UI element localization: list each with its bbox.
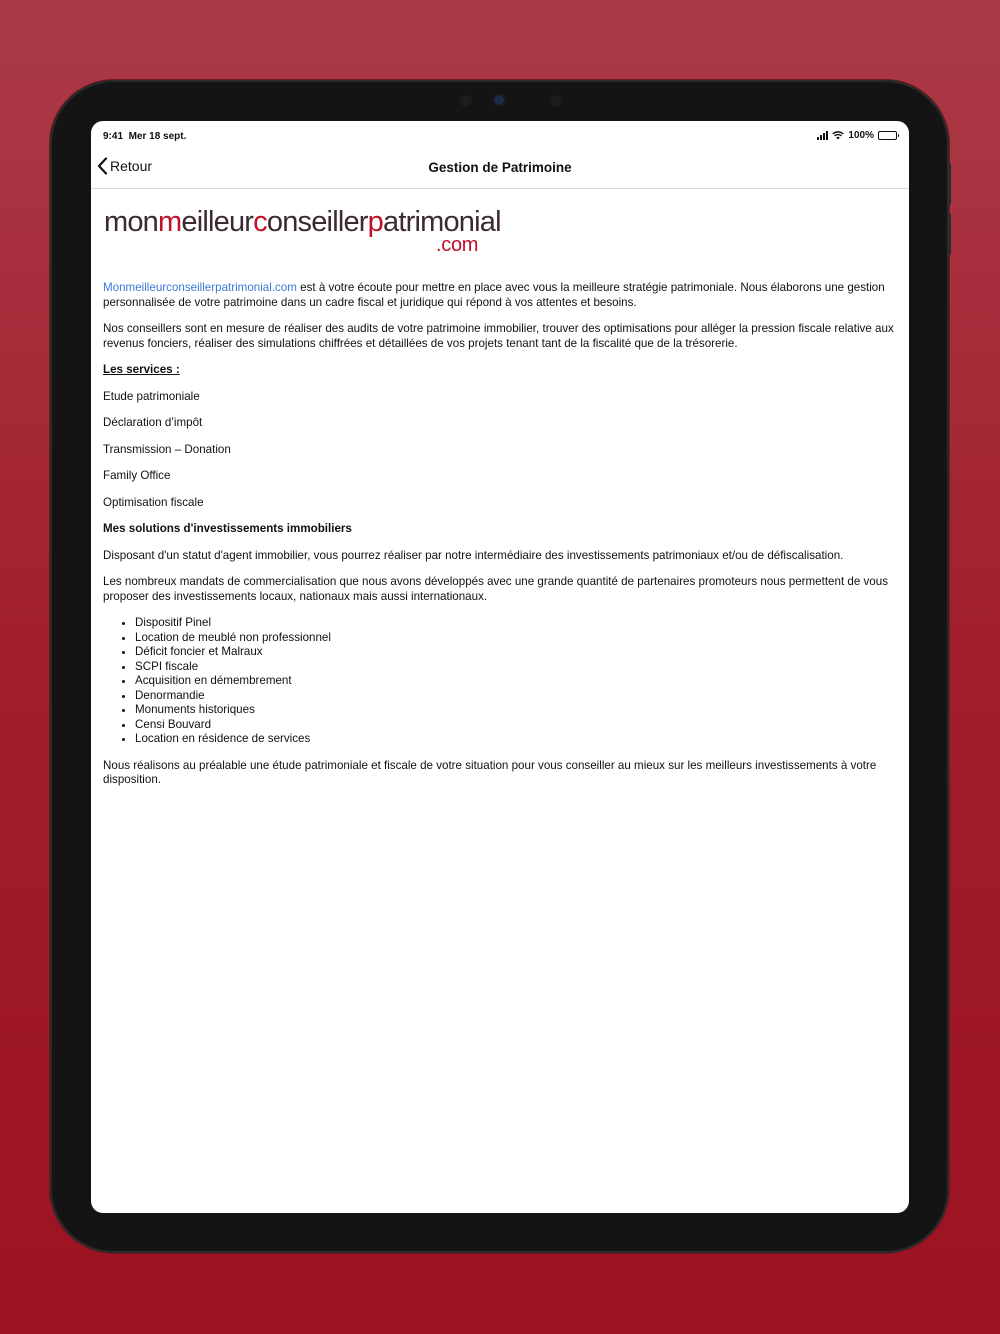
investments-heading: Mes solutions d'investissements immobiliers (103, 522, 352, 535)
wifi-icon (832, 131, 844, 140)
camera-bar (430, 92, 570, 110)
logo-segment: onseiller (266, 206, 368, 238)
audit-paragraph: Nos conseillers sont en mesure de réaliser des audits de votre patrimoine immobilier, trouver des optimisations pour alléger la pression fiscale relative aux revenus fonciers, réaliser des simulations chiffrées et détaillées de vos projets tenant tant de la fiscalité que de la trésorerie. (103, 322, 894, 350)
logo-segment: eilleur (181, 206, 254, 238)
brand-logo (103, 206, 898, 261)
services-heading: Les services : (103, 363, 180, 376)
website-link[interactable]: Monmeilleurconseillerpatrimonial.com (103, 281, 297, 294)
battery-percent: 100% (848, 130, 874, 141)
logo-segment: c (253, 206, 267, 238)
logo-suffix: .com (436, 234, 479, 256)
content-area (103, 206, 898, 800)
navigation-bar (91, 149, 909, 189)
logo-segment: mon (104, 206, 159, 238)
service-item: Déclaration d’impôt (103, 416, 203, 429)
volume-up-button (947, 163, 951, 205)
status-indicators (817, 130, 897, 141)
list-item: • Monuments historiques (135, 703, 898, 718)
signal-icon (817, 131, 828, 140)
list-item: • Déficit foncier et Malraux (135, 645, 898, 660)
logo-wordmark (104, 206, 501, 238)
list-item: • Dispositif Pinel (135, 616, 898, 631)
status-time: 9:41 Mer 18 sept. (103, 131, 187, 142)
back-label: Retour (110, 158, 153, 174)
logo-segment: p (367, 206, 384, 238)
service-item: Family Office (103, 469, 171, 482)
service-item: Transmission – Donation (103, 442, 231, 456)
list-item: • Denormandie (135, 689, 898, 704)
sensor-dot (550, 95, 562, 107)
list-item: • Location en résidence de services (135, 732, 898, 747)
status-bar (91, 121, 909, 149)
screen (91, 121, 909, 1213)
list-item: • Censi Bouvard (135, 718, 898, 733)
service-item: Etude patrimoniale (103, 389, 200, 403)
sensor-dot (460, 95, 472, 107)
page-title: Gestion de Patrimoine (428, 160, 572, 175)
logo-segment: m (158, 206, 182, 238)
list-item: • Acquisition en démembrement (135, 674, 898, 689)
intro-paragraph: Monmeilleurconseillerpatrimonial.com est à votre écoute pour mettre en place avec vous la meilleure stratégie patrimoniale. Nous élaborons une gestion personnalisée de votre patrimoine dans un cadre fiscal et juridique qui répond à vos attentes et besoins. (103, 281, 885, 309)
investments-list (135, 616, 898, 747)
logo-segment: atrimonial (383, 206, 501, 238)
mandates-paragraph: Les nombreux mandats de commercialisation que nous avons développés avec une grande quantité de partenaires promoteurs nous permettent de vous proposer des investissements locaux, nationaux mais aussi internationaux. (103, 575, 888, 603)
list-item: • Location de meublé non professionnel (135, 631, 898, 646)
list-item: • SCPI fiscale (135, 660, 898, 675)
volume-down-button (947, 213, 951, 255)
battery-icon (878, 131, 897, 140)
agent-paragraph: Disposant d'un statut d'agent immobilier, vous pourrez réaliser par notre intermédiaire des investissements patrimoniaux et/ou de défiscalisation. (103, 548, 844, 562)
service-item: Optimisation fiscale (103, 495, 204, 509)
camera-lens (494, 95, 504, 105)
closing-paragraph: Nous réalisons au préalable une étude patrimoniale et fiscale de votre situation pour vous conseiller au mieux sur les meilleurs investissements à votre disposition. (103, 758, 877, 786)
